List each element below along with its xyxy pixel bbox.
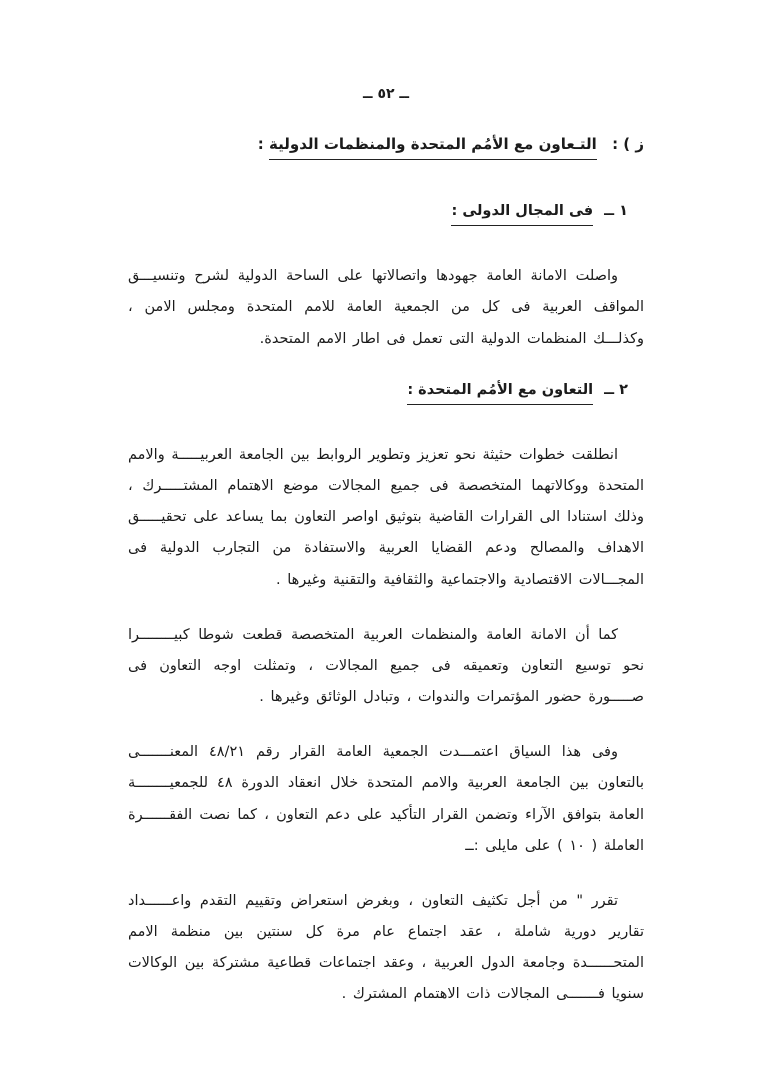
subheading-2-number: ٢ ــ (604, 381, 628, 398)
subheading-un-cooperation (128, 379, 628, 402)
paragraph-cooperation-steps: انطلقت خطوات حثيثة نحو تعزيز وتطوير الروابط بين الجامعة العربيـــــة والامم المتحدة ووكالاتهما المتخصصة فى جميع المجالات موضع الاهتمام المشتـــــرك ، وذلك استنادا الى القرارات القاضية بتوثيق اواصر التعاون بما يساعد على تحقيـــــق الاهداف والمصالح ودعم القضايا العربية والاستفادة من التجارب الدولية فى المجـــالات الاقتصادية والاجتماعية والثقافية والتقنية وغيرها . (128, 446, 644, 588)
subheading-1-number: ١ ــ (604, 203, 628, 219)
subheading-international-scope (128, 200, 628, 223)
page-number: ــ ٥٢ ــ (363, 86, 409, 102)
main-heading (128, 132, 644, 156)
paragraph-cooperation-forms: كما أن الامانة العامة والمنظمات العربية المتخصصة قطعت شوطا كبيــــــــرا نحو توسيع التعاون وتعميقه فى جميع المجالات ، وتمثلت اوجه التعاون فى صـــــورة حضور المؤتمرات والندوات ، وتبادل الوثائق وغيرها . (128, 626, 644, 706)
paragraph-resolution-operative-text: تقرر " من أجل تكثيف التعاون ، وبغرض استعراض وتقييم التقدم واعــــــداد تقارير دورية شاملة ، عقد اجتماع عام مرة كل سنتين بين منظمة الامم المتحــــــدة وجامعة الدول العربية ، وعقد اجتماعات قطاعية مشتركة بين الوكالات سنويا فـــــــى المجالات ذات الاهتمام المشترك . (128, 892, 644, 1003)
heading-trailing-colon: : (257, 135, 264, 153)
heading-item-marker: ز ) : (612, 135, 644, 153)
subheading-1-title: فى المجال الدولى : (451, 203, 593, 226)
subheading-2-title: التعاون مع الأمُم المتحدة : (407, 382, 593, 405)
paragraph-general-secretariat-efforts: واصلت الامانة العامة جهودها واتصالاتها على الساحة الدولية لشرح وتنسيـــق المواقف العربية فى كل من الجمعية العامة للامم المتحدة ومجلس الامن ، وكذلـــك المنظمات الدولية التى تعمل فى اطار الامم المتحدة. (128, 268, 644, 347)
page-content (128, 86, 644, 1011)
paragraph-resolution-48-21: وفى هذا السياق اعتمـــدت الجمعية العامة القرار رقم ٤٨/٢١ المعنـــــــى بالتعاون بين الجامعة العربية والامم المتحدة خلال انعقاد الدورة ٤٨ للجمعيــــــــة العامة بتوافق الآراء وتضمن القرار التأكيد على دعم التعاون ، كما نصت الفقــــــرة العاملة ( ١٠ ) على مايلى :ــ (128, 744, 644, 854)
heading-title: التـعاون مع الأمُم المتحدة والمنظمات الدولية (269, 135, 597, 160)
